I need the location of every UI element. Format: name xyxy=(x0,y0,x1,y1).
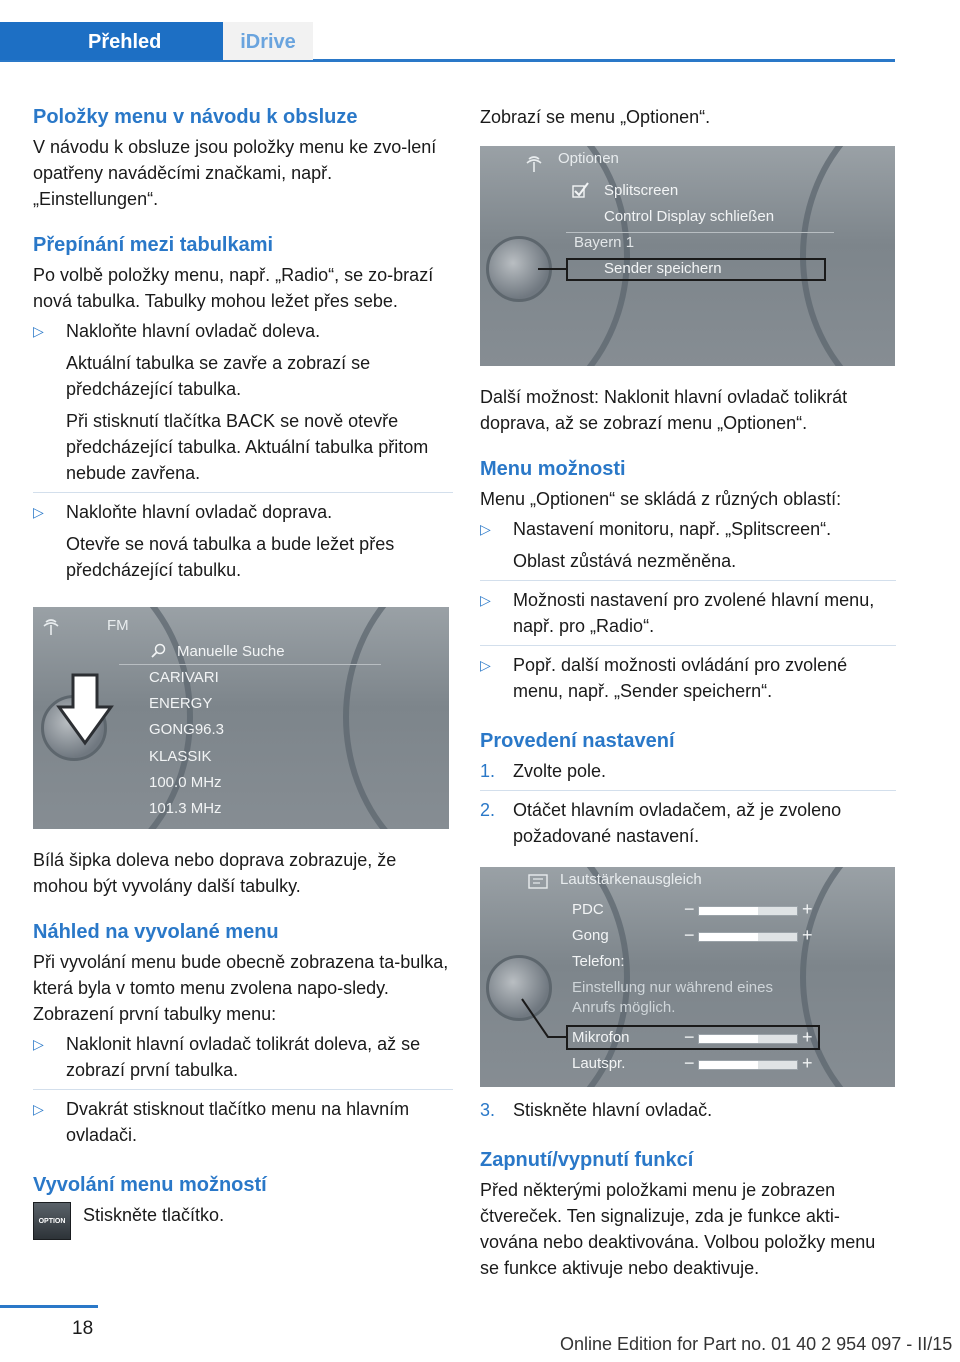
volume-note: Einstellung nur während eines xyxy=(572,979,773,996)
step-number: 1. xyxy=(480,761,496,781)
list-item xyxy=(33,493,453,589)
tab-idrive[interactable]: iDrive xyxy=(223,22,313,60)
minus-icon: − xyxy=(684,925,695,945)
para-options-composition: Menu „Optionen“ se skládá z různých oblastí: xyxy=(480,489,842,509)
fm-row: Manuelle Suche xyxy=(177,643,285,660)
controller-arc xyxy=(800,146,895,366)
list-item-sub: Při stisknutí tlačítka BACK se nově otevře předcházející tabulka. Aktuální tabulka přitom nebude zavřena. xyxy=(66,411,429,483)
optionen-row: Splitscreen xyxy=(604,182,679,199)
left-column xyxy=(33,104,453,1240)
list-item xyxy=(33,1031,453,1090)
list-item xyxy=(480,516,896,581)
volume-row-label: Gong xyxy=(572,927,609,944)
volume-slider-pdc xyxy=(698,906,798,916)
para-toggle-functions: Před některými položkami menu je zobrazen čtvereček. Ten signalizuje, zda je funkce akti-vována nebo deaktivována. Volbou položky menu se funkce aktivuje nebo deaktivuje. xyxy=(480,1180,876,1278)
fm-row: CARIVARI xyxy=(149,669,219,686)
list-item-main: Nastavení monitoru, např. „Splitscreen“. xyxy=(513,519,832,539)
heading-switch-tables: Přepínání mezi tabulkami xyxy=(33,234,274,256)
slider-fill xyxy=(699,933,758,941)
optionen-row: Bayern 1 xyxy=(574,234,635,251)
option-button-row xyxy=(33,1202,453,1240)
list-item xyxy=(480,581,896,646)
triangle-bullet-icon: ▷ xyxy=(33,1101,44,1117)
controller-arc xyxy=(800,867,895,1087)
checkbox-checked-icon xyxy=(572,182,590,198)
list-item-main: Nakloňte hlavní ovladač doleva. xyxy=(66,321,321,341)
divider xyxy=(119,664,381,665)
tab-prehled[interactable]: Přehled xyxy=(0,22,223,60)
volume-slider-mikrofon xyxy=(698,1034,798,1044)
para-menu-items: V návodu k obsluze jsou položky menu ke zvo-lení opatřeny naváděcími značkami, např. „Einstellungen“. xyxy=(33,137,437,209)
fm-row: KLASSIK xyxy=(149,748,212,765)
selection-highlight xyxy=(566,258,826,281)
switch-tables-list xyxy=(33,318,453,589)
volume-row-label: Telefon: xyxy=(572,953,625,970)
optionen-header: Optionen xyxy=(558,150,619,167)
down-arrow-icon xyxy=(55,673,115,747)
plus-icon: + xyxy=(802,899,813,919)
list-item xyxy=(480,646,896,710)
step-text: Zvolte pole. xyxy=(513,761,607,781)
fm-row: 101.3 MHz xyxy=(149,800,222,817)
fm-header: FM xyxy=(107,617,129,634)
option-button-icon: OPTION xyxy=(33,1202,71,1240)
step-text: Otáčet hlavním ovladačem, až je zvoleno požadované nastavení. xyxy=(513,800,842,846)
step-item xyxy=(480,758,896,791)
para-white-arrow: Bílá šipka doleva nebo doprava zobrazuje, že mohou být vyvolány další tabulky. xyxy=(33,850,397,896)
optionen-row: Control Display schließen xyxy=(604,208,775,225)
heading-menu-items: Položky menu v návodu k obsluze xyxy=(33,106,358,128)
step-number: 3. xyxy=(480,1100,496,1120)
triangle-bullet-icon: ▷ xyxy=(33,323,44,339)
triangle-bullet-icon: ▷ xyxy=(480,657,491,673)
option-button-text: Stiskněte tlačítko. xyxy=(83,1205,225,1225)
options-areas-list xyxy=(480,516,896,710)
heading-toggle-functions: Zapnutí/vypnutí funkcí xyxy=(480,1149,694,1171)
plus-icon: + xyxy=(802,925,813,945)
fm-row: GONG96.3 xyxy=(149,721,225,738)
list-item xyxy=(33,1090,453,1154)
step-item xyxy=(480,1097,896,1129)
volume-header: Lautstärkenausgleich xyxy=(560,871,702,888)
controller-arc xyxy=(343,607,449,829)
triangle-bullet-icon: ▷ xyxy=(33,504,44,520)
antenna-icon xyxy=(41,619,61,637)
optionen-menu-screenshot xyxy=(480,146,895,366)
list-item-sub: Otevře se nová tabulka a bude ležet přes předcházející tabulku. xyxy=(66,534,395,580)
right-column xyxy=(480,104,896,1301)
para-other-option: Další možnost: Naklonit hlavní ovladač tolikrát doprava, až se zobrazí menu „Optionen“. xyxy=(480,387,848,433)
pointer-line xyxy=(520,997,570,1041)
para-switch-tables: Po volbě položky menu, např. „Radio“, se zo-brazí nová tabulka. Tabulky mohou ležet přes sebe. xyxy=(33,265,434,311)
step-number: 2. xyxy=(480,800,496,820)
list-item-sub: Aktuální tabulka se zavře a zobrazí se předcházející tabulka. xyxy=(66,353,371,399)
volume-row-label: Lautspr. xyxy=(572,1055,626,1072)
list-item-main: Možnosti nastavení pro zvolené hlavní menu, např. pro „Radio“. xyxy=(513,590,875,636)
edition-note: Online Edition for Part no. 01 40 2 954 097 - II/15 xyxy=(560,1334,953,1354)
page-number: 18 xyxy=(72,1318,94,1339)
list-item xyxy=(33,318,453,493)
volume-note: Anrufs möglich. xyxy=(572,999,676,1016)
triangle-bullet-icon: ▷ xyxy=(33,1036,44,1052)
minus-icon: − xyxy=(684,1027,695,1047)
volume-balance-screenshot xyxy=(480,867,895,1087)
minus-icon: − xyxy=(684,1053,695,1073)
list-item-main: Dvakrát stisknout tlačítko menu na hlavním ovladači. xyxy=(66,1099,410,1145)
para-optionen-shown: Zobrazí se menu „Optionen“. xyxy=(480,107,711,127)
fm-row: 100.0 MHz xyxy=(149,774,222,791)
options-icon xyxy=(524,156,544,174)
pointer-line xyxy=(538,268,568,270)
slider-fill xyxy=(699,907,758,915)
slider-fill xyxy=(699,1061,758,1069)
preview-menu-list xyxy=(33,1031,453,1154)
volume-row-label: PDC xyxy=(572,901,604,918)
list-item-sub: Oblast zůstává nezměněna. xyxy=(513,551,737,571)
optionen-row: Sender speichern xyxy=(604,260,722,277)
heading-preview-menu: Náhled na vyvolané menu xyxy=(33,921,279,943)
volume-slider-gong xyxy=(698,932,798,942)
minus-icon: − xyxy=(684,899,695,919)
settings-steps xyxy=(480,758,896,855)
step-text: Stiskněte hlavní ovladač. xyxy=(513,1100,713,1120)
footer-rule xyxy=(0,1305,98,1308)
search-icon xyxy=(151,643,167,659)
para-preview-menu: Při vyvolání menu bude obecně zobrazena ta-bulka, která byla v tomto menu zvolena napo-sledy. Zobrazení první tabulky menu: xyxy=(33,952,449,1024)
fm-row: ENERGY xyxy=(149,695,213,712)
list-item-main: Popř. další možnosti ovládání pro zvolené menu, např. „Sender speichern“. xyxy=(513,655,848,701)
triangle-bullet-icon: ▷ xyxy=(480,592,491,608)
heading-options-menu-info: Menu možnosti xyxy=(480,458,626,480)
settings-step-3 xyxy=(480,1097,896,1129)
heading-options-menu: Vyvolání menu možností xyxy=(33,1174,267,1196)
slider-fill xyxy=(699,1035,758,1043)
header-tabbar xyxy=(0,22,895,62)
heading-settings: Provedení nastavení xyxy=(480,730,675,752)
volume-row-label: Mikrofon xyxy=(572,1029,630,1046)
list-item-main: Nakloňte hlavní ovladač doprava. xyxy=(66,502,333,522)
settings-icon xyxy=(528,873,550,891)
step-item xyxy=(480,791,896,855)
plus-icon: + xyxy=(802,1053,813,1073)
fm-menu-screenshot xyxy=(33,607,449,829)
divider xyxy=(566,232,834,233)
triangle-bullet-icon: ▷ xyxy=(480,521,491,537)
list-item-main: Naklonit hlavní ovladač tolikrát doleva, až se zobrazí první tabulka. xyxy=(66,1034,421,1080)
volume-slider-lautspr xyxy=(698,1060,798,1070)
plus-icon: + xyxy=(802,1027,813,1047)
